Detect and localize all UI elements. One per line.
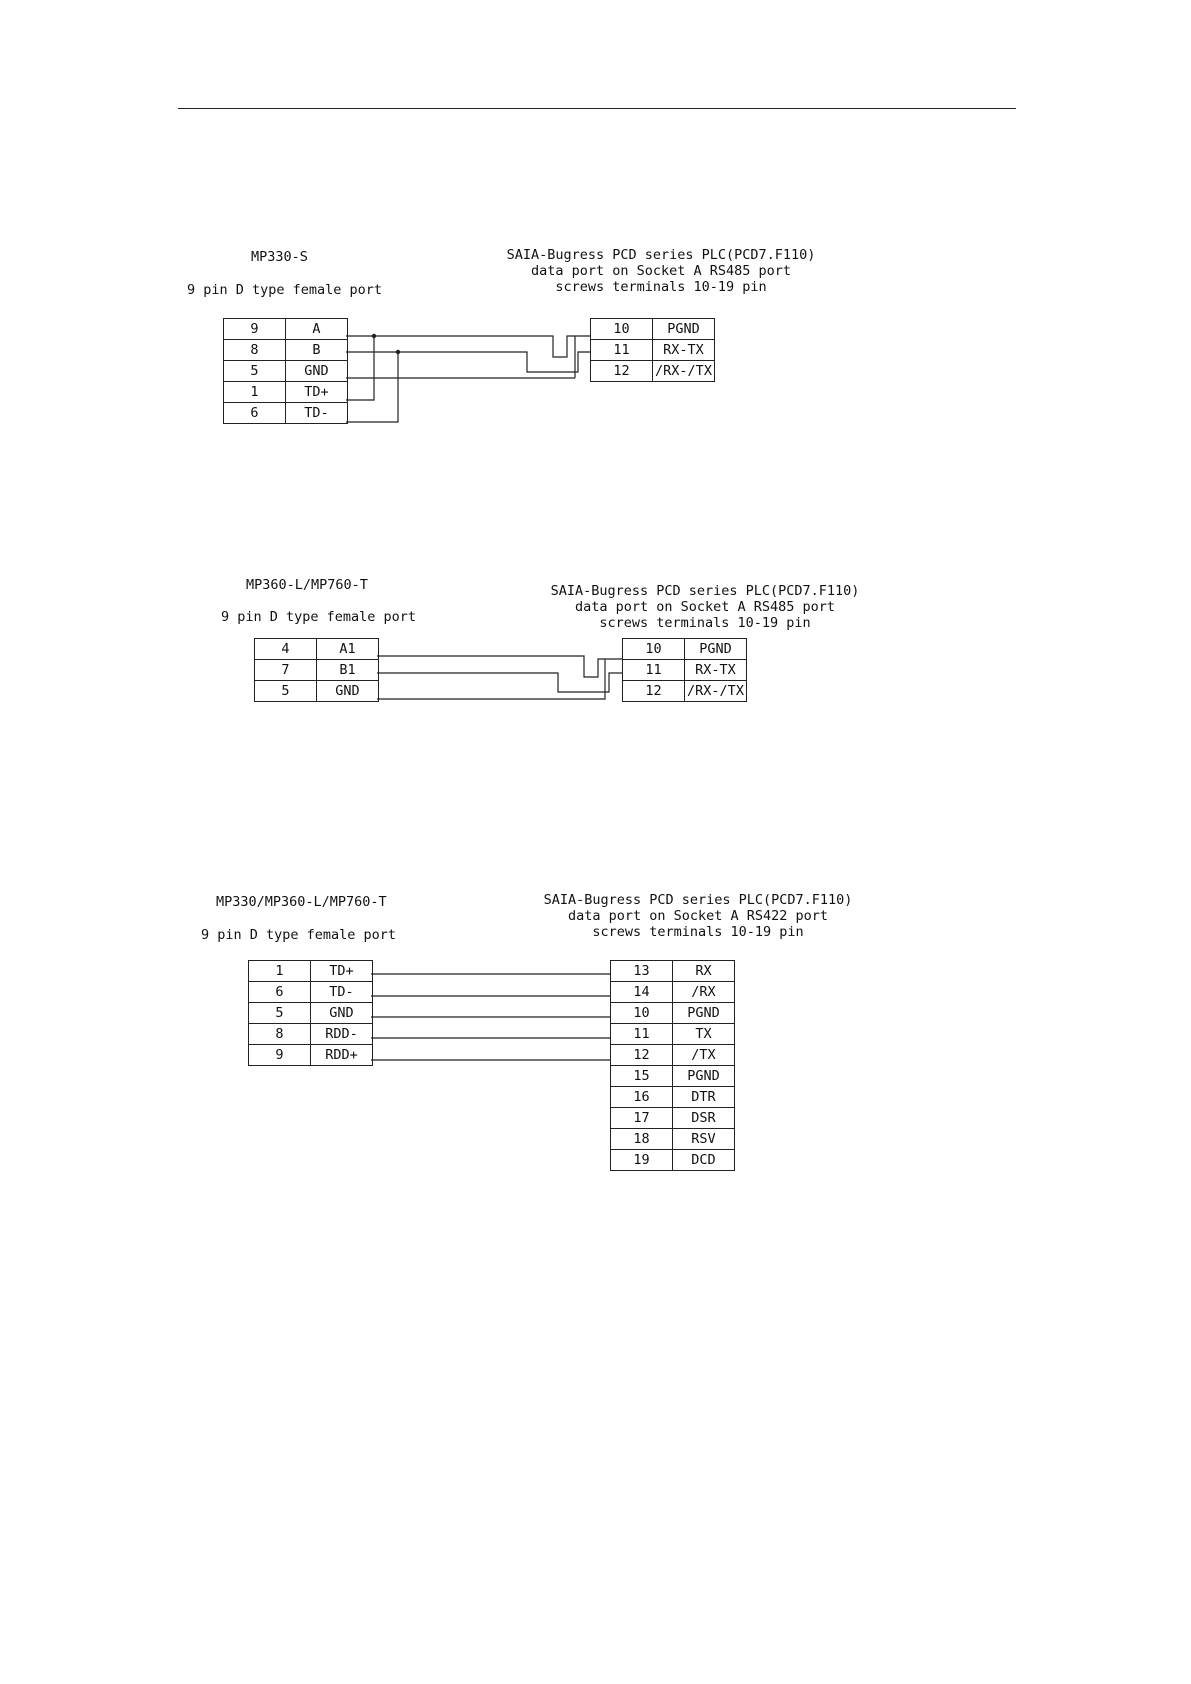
terminal-signal: /RX [673, 982, 735, 1003]
pin-number: 5 [224, 361, 286, 382]
terminal-signal: PGND [653, 319, 715, 340]
table-row [249, 1045, 373, 1066]
terminal-number: 10 [591, 319, 653, 340]
terminal-signal: RX-TX [653, 340, 715, 361]
page-header-rule [178, 108, 1016, 109]
table-row [611, 1066, 735, 1087]
table-row [224, 361, 348, 382]
terminal-signal: DCD [673, 1150, 735, 1171]
pin-number: 8 [224, 340, 286, 361]
table-row [611, 1150, 735, 1171]
diagram-2-left-connector [254, 638, 379, 702]
diagram-3-left-subtitle: 9 pin D type female port [201, 927, 397, 943]
terminal-number: 18 [611, 1129, 673, 1150]
table-row [591, 319, 715, 340]
terminal-number: 11 [591, 340, 653, 361]
terminal-signal: /RX-/TX [653, 361, 715, 382]
table-row [249, 961, 373, 982]
diagram-1-right-terminal-block [590, 318, 715, 382]
wire-b1 [377, 673, 622, 692]
terminal-number: 12 [623, 681, 685, 702]
terminal-number: 12 [591, 361, 653, 382]
pin-number: 1 [249, 961, 311, 982]
pin-signal: TD- [311, 982, 373, 1003]
table-row [224, 382, 348, 403]
terminal-signal: RX [673, 961, 735, 982]
pin-number: 7 [255, 660, 317, 681]
pin-number: 4 [255, 639, 317, 660]
diagram-1-left-connector [223, 318, 348, 424]
diagram-1-left-subtitle: 9 pin D type female port [187, 282, 383, 298]
wire-a1 [377, 656, 622, 677]
diagram-1-right-title-line-3: screws terminals 10-19 pin [555, 279, 767, 295]
pin-number: 9 [224, 319, 286, 340]
terminal-signal: RSV [673, 1129, 735, 1150]
table-row [611, 1087, 735, 1108]
terminal-signal: /RX-/TX [685, 681, 747, 702]
table-row [611, 961, 735, 982]
terminal-signal: TX [673, 1024, 735, 1045]
pin-signal: A [286, 319, 348, 340]
pin-signal: GND [311, 1003, 373, 1024]
table-row [255, 681, 379, 702]
terminal-number: 15 [611, 1066, 673, 1087]
diagram-2-left-subtitle: 9 pin D type female port [221, 609, 417, 625]
table-row [623, 660, 747, 681]
wire-td-plus [346, 336, 374, 400]
table-row [623, 681, 747, 702]
pin-number: 5 [249, 1003, 311, 1024]
diagram-1-wires [346, 336, 590, 422]
table-row [224, 340, 348, 361]
pin-signal: A1 [317, 639, 379, 660]
diagram-2-right-title-line-2: data port on Socket A RS485 port [574, 599, 836, 615]
diagram-3-left-connector [248, 960, 373, 1066]
pin-number: 6 [249, 982, 311, 1003]
terminal-signal: PGND [685, 639, 747, 660]
table-row [611, 1129, 735, 1150]
diagram-2-right-terminal-block [622, 638, 747, 702]
wire-gnd [377, 659, 605, 699]
table-row [591, 340, 715, 361]
pin-signal: TD+ [286, 382, 348, 403]
junction-dot [372, 334, 376, 338]
pin-number: 1 [224, 382, 286, 403]
table-row [611, 1108, 735, 1129]
diagram-3-left-title: MP330/MP360-L/MP760-T [216, 894, 387, 910]
diagram-1-right-title-line-2: data port on Socket A RS485 port [530, 263, 792, 279]
pin-signal: RDD+ [311, 1045, 373, 1066]
terminal-number: 11 [623, 660, 685, 681]
terminal-signal: RX-TX [685, 660, 747, 681]
diagram-1-left-title: MP330-S [251, 249, 308, 265]
wire-b [346, 352, 590, 372]
terminal-number: 17 [611, 1108, 673, 1129]
terminal-number: 13 [611, 961, 673, 982]
diagram-3-right-title-line-1: SAIA-Bugress PCD series PLC(PCD7.F110) [543, 892, 853, 908]
pin-number: 8 [249, 1024, 311, 1045]
diagram-2-right-title-line-1: SAIA-Bugress PCD series PLC(PCD7.F110) [550, 583, 860, 599]
pin-signal: GND [286, 361, 348, 382]
table-row [611, 1024, 735, 1045]
pin-signal: B [286, 340, 348, 361]
diagram-2-left-title: MP360-L/MP760-T [246, 577, 368, 593]
junction-dot [396, 350, 400, 354]
diagram-3-wires [371, 974, 610, 1060]
pin-signal: B1 [317, 660, 379, 681]
table-row [611, 1045, 735, 1066]
table-row [249, 1003, 373, 1024]
wire-td-minus [346, 352, 398, 422]
table-row [255, 660, 379, 681]
terminal-signal: PGND [673, 1003, 735, 1024]
table-row [611, 982, 735, 1003]
table-row [224, 319, 348, 340]
pin-signal: TD- [286, 403, 348, 424]
terminal-number: 12 [611, 1045, 673, 1066]
pin-number: 5 [255, 681, 317, 702]
table-row [623, 639, 747, 660]
terminal-number: 10 [623, 639, 685, 660]
table-row [224, 403, 348, 424]
diagram-2-right-title-line-3: screws terminals 10-19 pin [599, 615, 811, 631]
table-row [591, 361, 715, 382]
pin-signal: GND [317, 681, 379, 702]
diagram-3-right-title-line-3: screws terminals 10-19 pin [592, 924, 804, 940]
wire-a [346, 336, 590, 357]
diagram-3-right-terminal-block [610, 960, 735, 1171]
pin-number: 9 [249, 1045, 311, 1066]
terminal-number: 19 [611, 1150, 673, 1171]
pin-number: 6 [224, 403, 286, 424]
pin-signal: RDD- [311, 1024, 373, 1045]
terminal-number: 11 [611, 1024, 673, 1045]
terminal-number: 14 [611, 982, 673, 1003]
terminal-number: 10 [611, 1003, 673, 1024]
terminal-signal: DSR [673, 1108, 735, 1129]
table-row [249, 982, 373, 1003]
diagram-3-right-title-line-2: data port on Socket A RS422 port [567, 908, 829, 924]
table-row [249, 1024, 373, 1045]
terminal-signal: PGND [673, 1066, 735, 1087]
table-row [255, 639, 379, 660]
terminal-signal: /TX [673, 1045, 735, 1066]
diagram-1-right-title-line-1: SAIA-Bugress PCD series PLC(PCD7.F110) [506, 247, 816, 263]
terminal-number: 16 [611, 1087, 673, 1108]
terminal-signal: DTR [673, 1087, 735, 1108]
table-row [611, 1003, 735, 1024]
pin-signal: TD+ [311, 961, 373, 982]
diagram-2-wires [377, 656, 622, 699]
